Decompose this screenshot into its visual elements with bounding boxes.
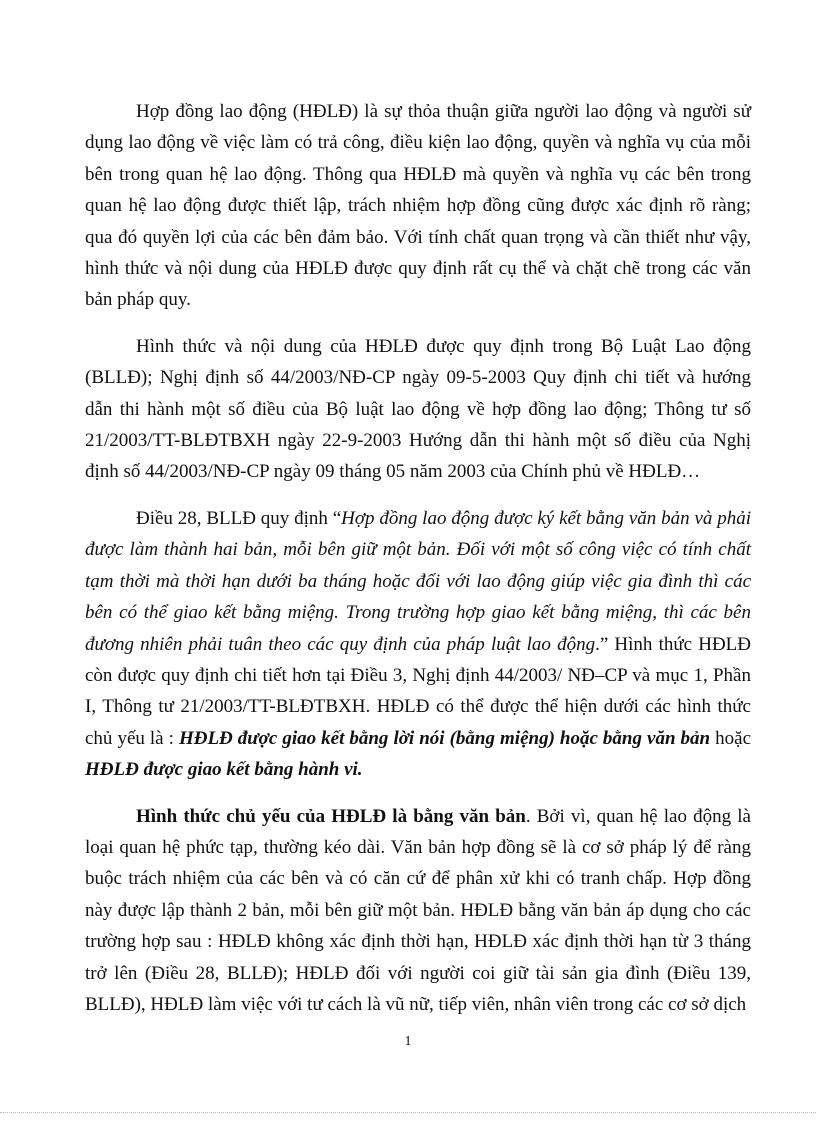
paragraph-text: Hợp đồng lao động (HĐLĐ) là sự thỏa thuận giữa người lao động và người sử dụng lao động về việc làm có trả công, điều kiện lao động, quyền và nghĩa vụ của mỗi bên trong quan hệ lao động. Thông qua HĐLĐ mà quyền và nghĩa vụ các bên trong quan hệ lao động được thiết lập, trách nhiệm hợp đồng cũng được xác định rõ ràng; qua đó quyền lợi của các bên đảm bảo. Với tính chất quan trọng và cần thiết như vậy, hình thức và nội dung của HĐLĐ được quy định rất cụ thể và chặt chẽ trong các văn bản pháp quy. [85,101,751,311]
paragraph-text: .” Hình thức HĐLĐ còn được quy định chi tiết hơn tại Điều 3, Nghị định 44/2003/ NĐ–CP và mục 1, Phần I, Thông tư 21/2003/TT-BLĐTBXH. HĐLĐ có thể được thể hiện dưới các hình thức chủ yếu là : [85,633,751,749]
quoted-law-text: Hợp đồng lao động được ký kết bằng văn bản và phải được làm thành hai bản, mỗi bên giữ một bản. Đối với một số công việc có tính chất tạm thời mà thời hạn dưới ba tháng hoặc đối với lao động giúp việc gia đình thì các bên có thể giao kết bằng miệng. Trong trường hợp giao kết bằng miệng, thì các bên đương nhiên phải tuân theo các quy định của pháp luật lao động [85,507,751,655]
emphasis-verbal-or-written: HĐLĐ được giao kết bằng lời nói (bằng miệng) hoặc bằng văn bản [178,727,711,749]
paragraph-legal-sources [85,331,751,488]
paragraph-text: . Bởi vì, quan hệ lao động là loại quan hệ phức tạp, thường kéo dài. Văn bản hợp đồng sẽ là cơ sở pháp lý để ràng buộc trách nhiệm của các bên và có căn cứ để phân xử khi có tranh chấp. Hợp đồng này được lập thành 2 bản, mỗi bên giữ một bản. HĐLĐ bằng văn bản áp dụng cho các trường hợp sau : HĐLĐ không xác định thời hạn, HĐLĐ xác định thời hạn từ 3 tháng trở lên (Điều 28, BLLĐ); HĐLĐ đối với người coi giữ tài sản gia đình (Điều 139, BLLĐ), HĐLĐ làm việc với tư cách là vũ nữ, tiếp viên, nhân viên trong các cơ sở dịch [85,805,751,1015]
paragraph-contract-definition [85,96,751,316]
paragraph-text: Điều 28, BLLĐ quy định “ [136,507,342,529]
document-body [85,96,751,1020]
paragraph-article-28 [85,503,751,786]
paragraph-text: hoặc [710,727,751,749]
paragraph-text: Hình thức và nội dung của HĐLĐ được quy định trong Bộ Luật Lao động (BLLĐ); Nghị định số 44/2003/NĐ-CP ngày 09-5-2003 Quy định chi tiết và hướng dẫn thi hành một số điều của Bộ luật lao động về hợp đồng lao động; Thông tư số 21/2003/TT-BLĐTBXH ngày 22-9-2003 Hướng dẫn thi hành một số điều của Nghị định số 44/2003/NĐ-CP ngày 09 tháng 05 năm 2003 của Chính phủ về HĐLĐ… [85,335,751,483]
page-separator [0,1112,816,1113]
paragraph-written-form [85,801,751,1021]
page-number: 1 [404,1034,412,1049]
emphasis-by-conduct: HĐLĐ được giao kết bằng hành vi. [85,759,363,781]
bold-lead-sentence: Hình thức chủ yếu của HĐLĐ là bằng văn bản [136,805,526,827]
